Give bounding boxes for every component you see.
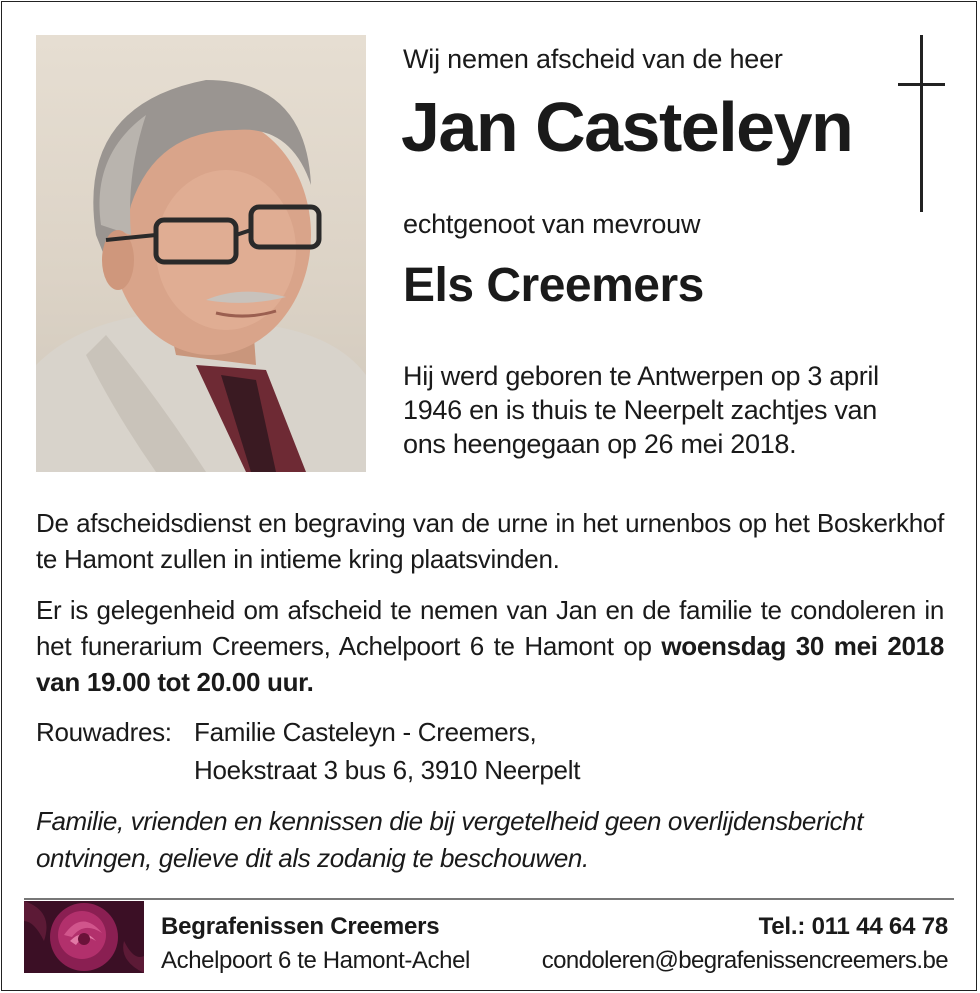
spouse-name: Els Creemers bbox=[403, 259, 704, 312]
visitation-text: Er is gelegenheid om afscheid te nemen van Jan en de familie te condoleren in het funerarium Creemers, Achelpoort 6 te Hamont op bbox=[36, 595, 944, 661]
cross-icon bbox=[920, 35, 923, 212]
visitation-paragraph bbox=[36, 592, 944, 700]
mourning-address-line2: Hoekstraat 3 bus 6, 3910 Neerpelt bbox=[194, 755, 581, 785]
funeral-company-address: Achelpoort 6 te Hamont-Achel bbox=[161, 947, 470, 974]
notice-line: Familie, vrienden en kennissen die bij vergetelheid geen overlijdensbericht bbox=[36, 806, 864, 836]
notice-text bbox=[36, 803, 956, 877]
birth-line: Hij werd geboren te Antwerpen op 3 april bbox=[403, 361, 879, 391]
funeral-company-email[interactable]: condoleren@begrafenissencreemers.be bbox=[541, 947, 948, 974]
intro-text: Wij nemen afscheid van de heer bbox=[403, 44, 783, 74]
cross-icon-bar bbox=[898, 83, 945, 86]
spouse-intro-text: echtgenoot van mevrouw bbox=[403, 209, 701, 239]
birth-line: ons heengegaan op 26 mei 2018. bbox=[403, 429, 797, 459]
deceased-name: Jan Casteleyn bbox=[401, 88, 853, 166]
notice-line: ontvingen, gelieve dit als zodanig te beschouwen. bbox=[36, 843, 589, 873]
funeral-company-phone: Tel.: 011 44 64 78 bbox=[758, 913, 948, 940]
visitation-date: woensdag 30 mei 2018 van 19.00 tot 20.00 uur. bbox=[36, 631, 944, 697]
service-paragraph: De afscheidsdienst en begraving van de urne in het urnenbos op het Boskerkhof te Hamont zullen in intieme kring plaatsvinden. bbox=[36, 508, 944, 574]
portrait-photo bbox=[36, 35, 366, 472]
mourning-address-line1: Familie Casteleyn - Creemers, bbox=[194, 717, 537, 747]
footer-divider bbox=[24, 898, 954, 900]
birth-text bbox=[403, 359, 943, 461]
funeral-company-name: Begrafenissen Creemers bbox=[161, 913, 440, 940]
birth-line: 1946 en is thuis te Neerpelt zachtjes van bbox=[403, 395, 877, 425]
mourning-address-label: Rouwadres: bbox=[36, 717, 172, 747]
rose-icon bbox=[24, 901, 144, 973]
